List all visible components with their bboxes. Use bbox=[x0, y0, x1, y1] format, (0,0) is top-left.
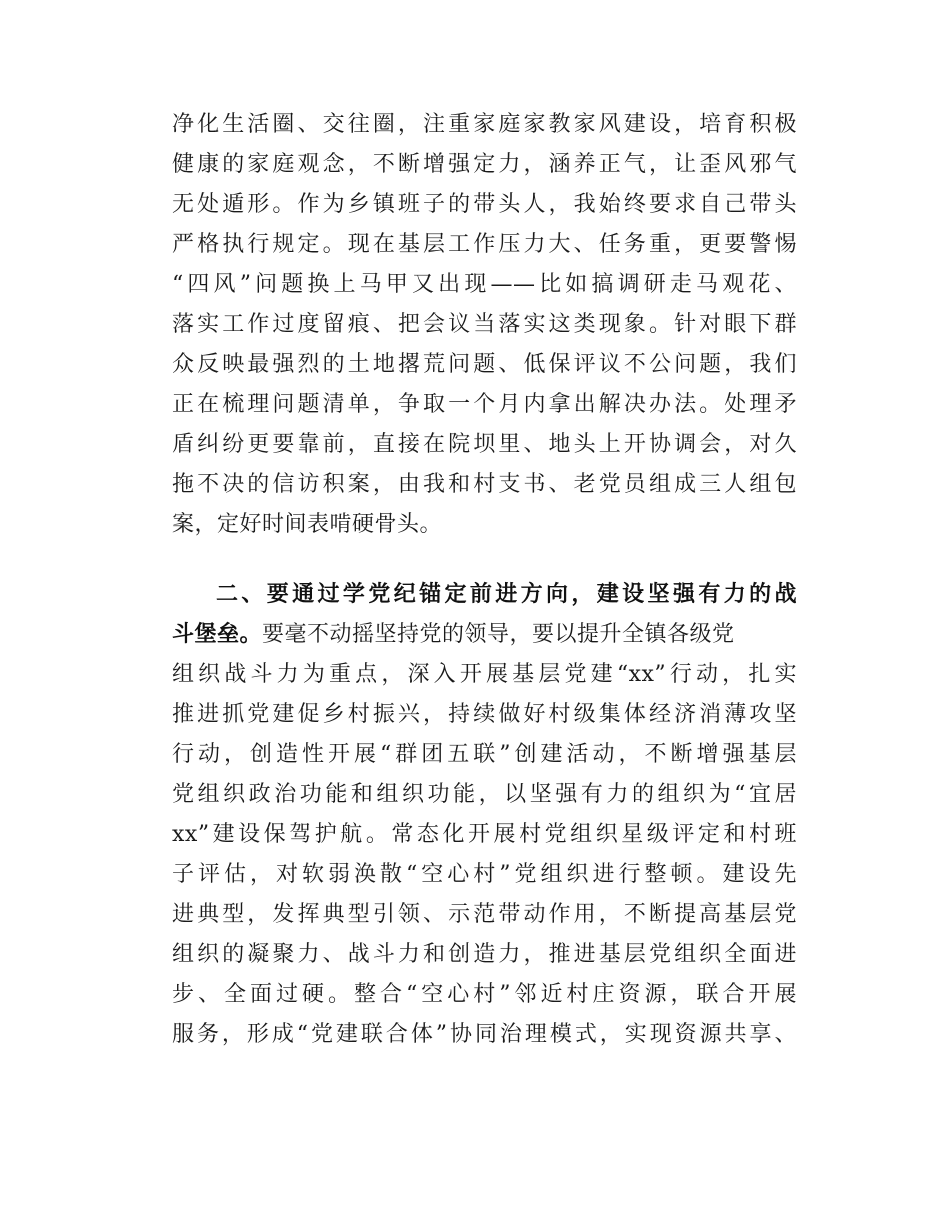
paragraph-2-line: 步、全面过硬。整合“空心村”邻近村庄资源，联合开展 bbox=[172, 982, 797, 1007]
paragraph-2-line: 子评估，对软弱涣散“空心村”党组织进行整顿。建设先 bbox=[172, 862, 797, 887]
paragraph-2-line: xx”建设保驾护航。常态化开展村党组织星级评定和村班 bbox=[172, 822, 797, 847]
paragraph-1-line: 众反映最强烈的土地撂荒问题、低保评议不公问题，我们 bbox=[172, 352, 797, 377]
paragraph-1-line: “四风”问题换上马甲又出现——比如搞调研走马观花、 bbox=[172, 272, 797, 297]
paragraph-2-line: 服务，形成“党建联合体”协同治理模式，实现资源共享、 bbox=[172, 1022, 797, 1047]
paragraph-1-line: 正在梳理问题清单，争取一个月内拿出解决办法。处理矛 bbox=[172, 392, 797, 417]
paragraph-2-line: 组织战斗力为重点，深入开展基层党建“xx”行动，扎实 bbox=[172, 662, 797, 687]
paragraph-1-line: 盾纠纷更要靠前，直接在院坝里、地头上开协调会，对久 bbox=[172, 432, 797, 457]
paragraph-2-line: 进典型，发挥典型引领、示范带动作用，不断提高基层党 bbox=[172, 902, 797, 927]
paragraph-2-line: 党组织政治功能和组织功能，以坚强有力的组织为“宜居 bbox=[172, 782, 797, 807]
section-heading-tail: 斗堡垒。 bbox=[172, 622, 263, 647]
paragraph-2-line bbox=[172, 615, 797, 655]
paragraph-1-line: 无处遁形。作为乡镇班子的带头人，我始终要求自己带头 bbox=[172, 192, 797, 217]
paragraph-1-line: 严格执行规定。现在基层工作压力大、任务重，更要警惕 bbox=[172, 232, 797, 257]
paragraph-2-line: 组织的凝聚力、战斗力和创造力，推进基层党组织全面进 bbox=[172, 942, 797, 967]
paragraph-1-line: 拖不决的信访积案，由我和村支书、老党员组成三人组包 bbox=[172, 472, 797, 497]
paragraph-1-line: 净化生活圈、交往圈，注重家庭家教家风建设，培育积极 bbox=[172, 112, 797, 137]
paragraph-2-text: 要毫不动摇坚持党的领导，要以提升全镇各级党 bbox=[262, 622, 735, 647]
paragraph-1-line: 健康的家庭观念，不断增强定力，涵养正气，让歪风邪气 bbox=[172, 152, 797, 177]
paragraph-2-line: 推进抓党建促乡村振兴，持续做好村级集体经济消薄攻坚 bbox=[172, 702, 797, 727]
paragraph-2-line: 行动，创造性开展“群团五联”创建活动，不断增强基层 bbox=[172, 742, 797, 767]
paragraph-1-line: 落实工作过度留痕、把会议当落实这类现象。针对眼下群 bbox=[172, 312, 797, 337]
section-heading-line: 二、要通过学党纪锚定前进方向，建设坚强有力的战 bbox=[216, 582, 797, 607]
paragraph-1-line: 案，定好时间表啃硬骨头。 bbox=[172, 512, 443, 537]
